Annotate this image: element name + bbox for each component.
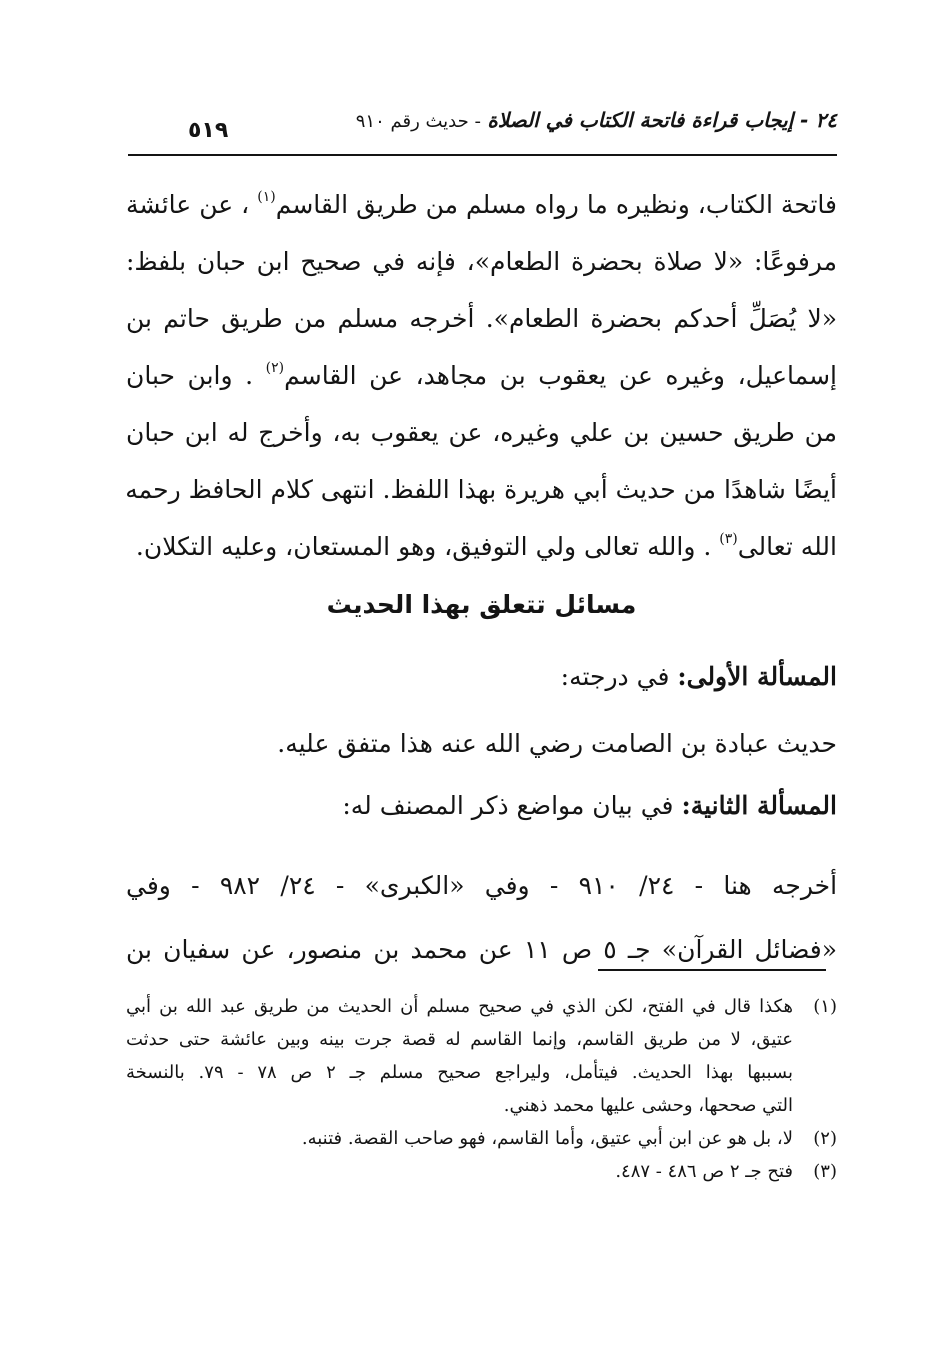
issue-one (126, 662, 837, 691)
page-number: ٥١٩ (180, 118, 236, 143)
issue-one-label: المسألة الأولى: (677, 662, 837, 691)
header-title (356, 108, 837, 132)
chapter-title: ٢٤ - إيجاب قراءة فاتحة الكتاب في الصلاة (487, 108, 837, 132)
footnote-line: التي صححها، وحشى عليها محمد ذهني. (503, 1095, 793, 1116)
footnote-2 (126, 1122, 837, 1155)
text-line: «لا يُصَلِّ أحدكم بحضرة الطعام». أخرجه مسلم من طريق حاتم بن (126, 304, 837, 333)
text-line: أيضًا شاهدًا من حديث أبي هريرة بهذا اللفظ. انتهى كلام الحافظ رحمه (125, 475, 837, 504)
text-line: «فضائل القرآن» جـ ٥ ص ١١ عن محمد بن منصور، عن سفيان بن (126, 935, 837, 964)
running-header (128, 108, 837, 156)
footnote-ref: (٣) (719, 531, 738, 547)
footnote-number: (٣) (813, 1161, 837, 1182)
references-paragraph (126, 854, 837, 982)
hadith-number-label: - حديث رقم ٩١٠ (355, 111, 481, 132)
footnotes (126, 990, 837, 1188)
footnote-separator (598, 969, 826, 971)
footnote-line: فتح جـ ٢ ص ٤٨٦ - ٤٨٧. (615, 1161, 793, 1182)
issue-two (126, 791, 837, 820)
footnote-number: (١) (813, 996, 837, 1017)
footnote-3 (126, 1155, 837, 1188)
text-line: إسماعيل، وغيره عن يعقوب بن مجاهد، عن القاسم$^{(٢)}$ . وابن حبان (126, 360, 837, 390)
text-line: مرفوعًا: «لا صلاة بحضرة الطعام»، فإنه في صحيح ابن حبان بلفظ: (126, 247, 837, 276)
header-rule (128, 154, 837, 156)
footnote-ref: (١) (257, 189, 276, 205)
footnote-line: بسببها بهذا الحديث. فيتأمل، وليراجع صحيح مسلم جـ ٢ ص ٧٨ - ٧٩. بالنسخة (126, 1062, 793, 1083)
issue-two-text: في بيان مواضع ذكر المصنف له: (342, 791, 674, 820)
text-line: أخرجه هنا - ٢٤/ ٩١٠ - وفي «الكبرى» - ٢٤/ ٩٨٢ - وفي (126, 871, 838, 900)
issue-two-label: المسألة الثانية: (681, 791, 837, 820)
text-line: فاتحة الكتاب، ونظيره ما رواه مسلم من طريق القاسم$^{(١)}$ ، عن عائشة (126, 189, 837, 219)
issue-one-text: في درجته: (560, 662, 670, 691)
issue-one-detail: حديث عبادة بن الصامت رضي الله عنه هذا متفق عليه. (277, 729, 837, 758)
section-heading: مسائل تتعلق بهذا الحديث (326, 590, 637, 619)
footnote-line: عتيق، لا من طريق القاسم، وإنما القاسم له قصة جرت بينه وبين عائشة حتى حدثت (126, 1029, 793, 1050)
footnote-number: (٢) (813, 1128, 837, 1149)
text-line: من طريق حسين بن علي وغيره، عن يعقوب به، وأخرج له ابن حبان (126, 418, 837, 447)
footnote-line: هكذا قال في الفتح، لكن الذي في صحيح مسلم أن الحديث من طريق عبد الله بن أبي (126, 996, 793, 1017)
main-paragraph (126, 176, 837, 575)
footnote-line: لا، بل هو عن ابن أبي عتيق، وأما القاسم، فهو صاحب القصة. فتنبه. (301, 1128, 793, 1149)
footnote-1 (126, 990, 837, 1122)
text-line: الله تعالى$^{(٣)}$ . والله تعالى ولي التوفيق، وهو المستعان، وعليه التكلان. (135, 531, 837, 561)
footnote-ref: (٢) (265, 360, 285, 376)
